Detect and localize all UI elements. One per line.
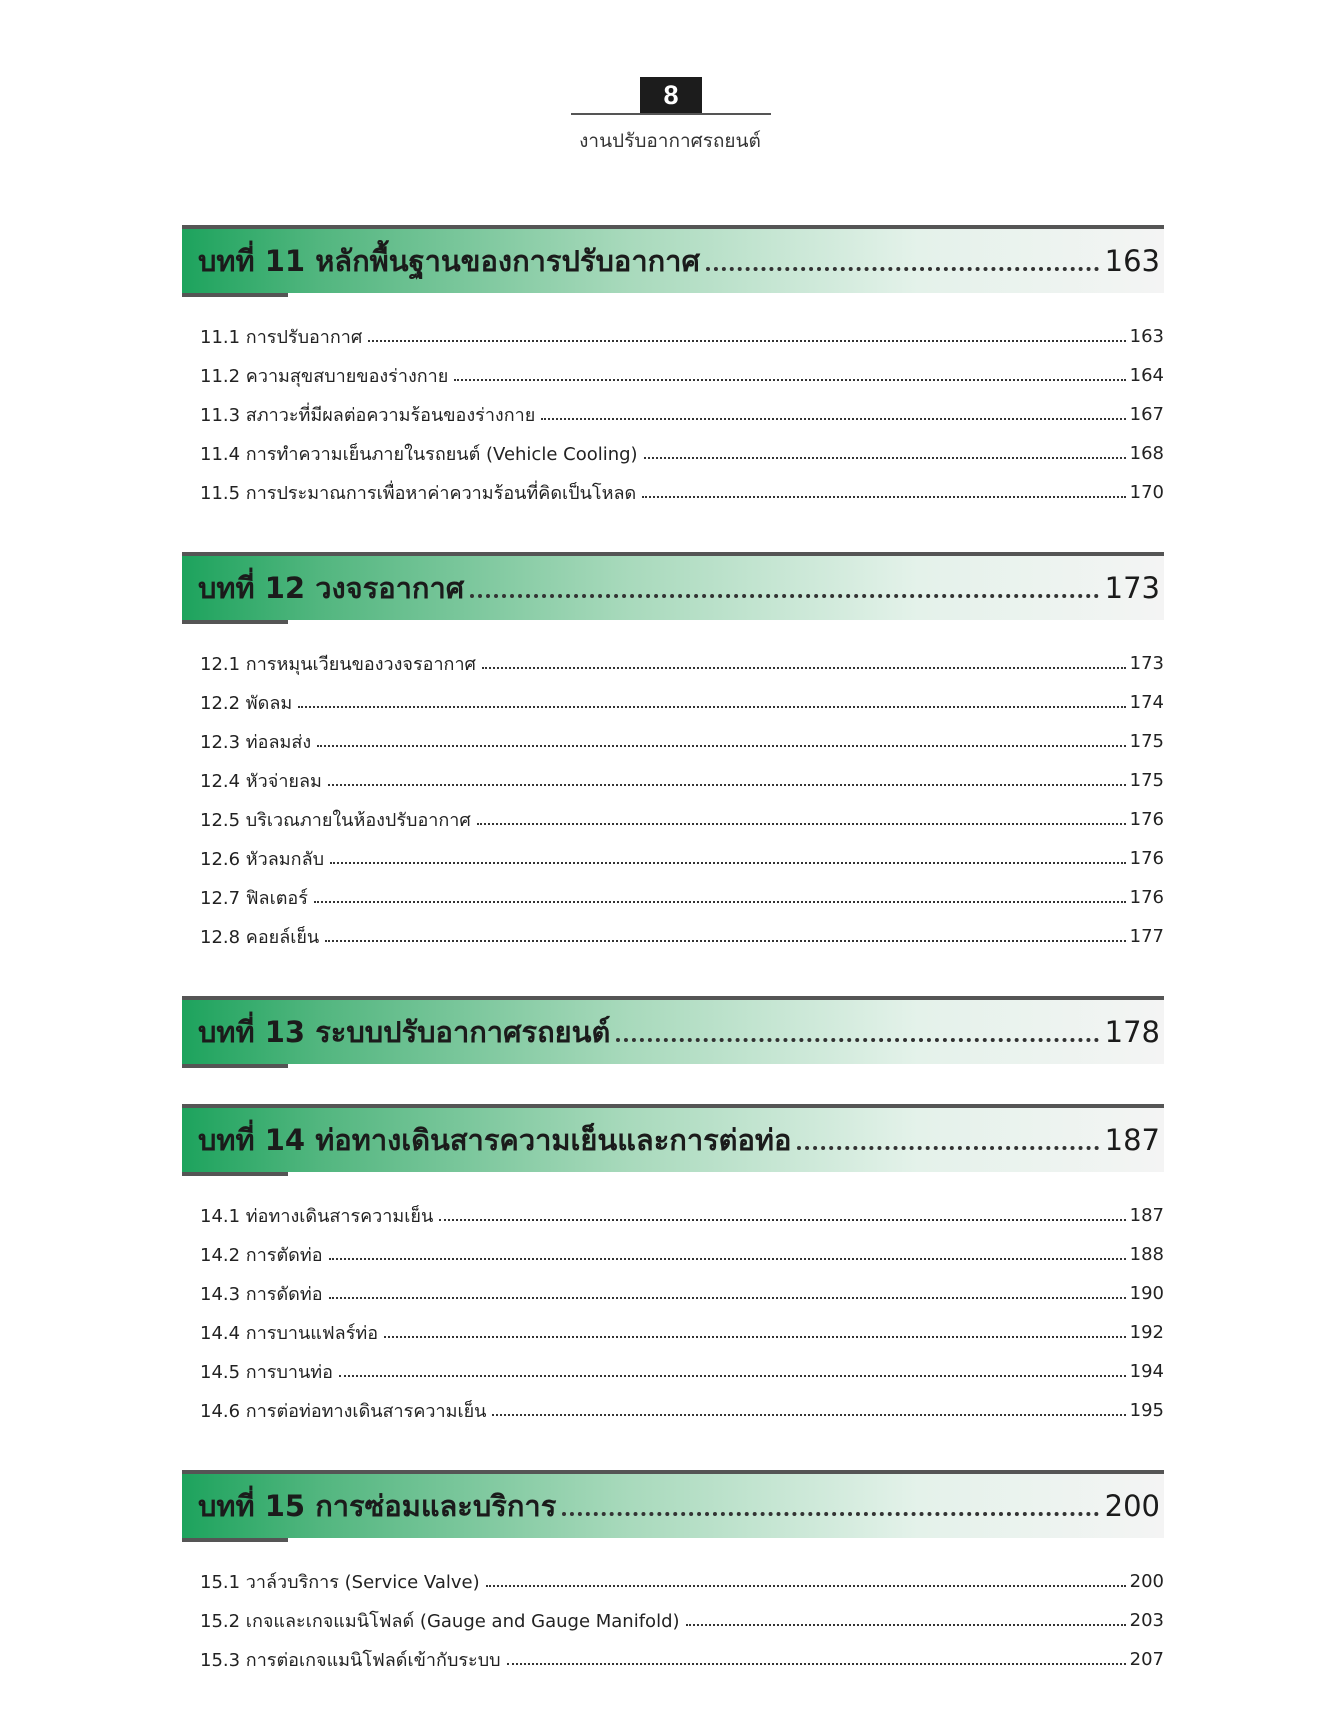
- dot-leader: [325, 940, 1125, 942]
- entry-title: 12.8 คอยล์เย็น: [200, 927, 320, 948]
- toc-entry[interactable]: [182, 1235, 1164, 1274]
- dot-leader: [562, 1512, 1098, 1516]
- entry-title: 14.2 การตัดท่อ: [200, 1245, 323, 1266]
- dot-leader: [706, 267, 1099, 271]
- entry-page-number: 203: [1129, 1610, 1164, 1631]
- dot-leader: [492, 1414, 1125, 1416]
- header-rule: [571, 113, 771, 115]
- entry-title: 14.5 การบานท่อ: [200, 1362, 333, 1383]
- entry-title: 12.5 บริเวณภายในห้องปรับอากาศ: [200, 810, 471, 831]
- chapter-title: บทที่ 13 ระบบปรับอากาศรถยนต์: [198, 1015, 611, 1049]
- entry-title: 14.1 ท่อทางเดินสารความเย็น: [200, 1206, 434, 1227]
- chapter-heading[interactable]: [182, 1470, 1164, 1538]
- entry-title: 15.3 การต่อเกจแมนิโฟลด์เข้ากับระบบ: [200, 1650, 501, 1671]
- section-list: [182, 1196, 1164, 1430]
- toc-entry[interactable]: [182, 644, 1164, 683]
- dot-leader: [797, 1146, 1098, 1150]
- entry-title: 15.2 เกจและเกจแมนิโฟลด์ (Gauge and Gauge Manifold): [200, 1611, 680, 1632]
- toc-entry[interactable]: [182, 434, 1164, 473]
- chapter-title: บทที่ 15 การซ่อมและบริการ: [198, 1489, 557, 1523]
- entry-page-number: 163: [1129, 326, 1164, 347]
- entry-page-number: 177: [1129, 926, 1164, 947]
- entry-title: 12.2 พัดลม: [200, 693, 293, 714]
- chapter-heading[interactable]: [182, 225, 1164, 293]
- chapter-heading[interactable]: [182, 996, 1164, 1064]
- dot-leader: [329, 1297, 1126, 1299]
- toc-entry[interactable]: [182, 839, 1164, 878]
- entry-page-number: 176: [1129, 809, 1164, 830]
- entry-title: 11.1 การปรับอากาศ: [200, 327, 363, 348]
- book-title: งานปรับอากาศรถยนต์: [579, 130, 761, 152]
- entry-title: 12.3 ท่อลมส่ง: [200, 732, 312, 753]
- toc-entry[interactable]: [182, 1313, 1164, 1352]
- toc-entry[interactable]: [182, 1391, 1164, 1430]
- entry-page-number: 187: [1129, 1205, 1164, 1226]
- dot-leader: [477, 823, 1126, 825]
- entry-title: 14.4 การบานแฟลร์ท่อ: [200, 1323, 379, 1344]
- chapter-title: บทที่ 11 หลักพื้นฐานของการปรับอากาศ: [198, 244, 700, 278]
- entry-title: 14.6 การต่อท่อทางเดินสารความเย็น: [200, 1401, 487, 1422]
- entry-title: 11.2 ความสุขสบายของร่างกาย: [200, 366, 449, 387]
- entry-page-number: 188: [1129, 1244, 1164, 1265]
- entry-page-number: 173: [1129, 653, 1164, 674]
- entry-page-number: 195: [1129, 1400, 1164, 1421]
- entry-title: 12.6 หัวลมกลับ: [200, 849, 325, 870]
- entry-page-number: 192: [1129, 1322, 1164, 1343]
- chapter-heading[interactable]: [182, 1104, 1164, 1172]
- dot-leader: [317, 745, 1125, 747]
- dot-leader: [314, 901, 1126, 903]
- entry-title: 12.1 การหมุนเวียนของวงจรอากาศ: [200, 654, 476, 675]
- section-list: [182, 317, 1164, 512]
- entry-page-number: 190: [1129, 1283, 1164, 1304]
- chapter-page-number: 173: [1104, 571, 1160, 605]
- chapter-page-number: 178: [1104, 1015, 1160, 1049]
- toc-entry[interactable]: [182, 1352, 1164, 1391]
- page-header: [0, 0, 1339, 170]
- entry-title: 12.4 หัวจ่ายลม: [200, 771, 322, 792]
- entry-page-number: 164: [1129, 365, 1164, 386]
- toc-entry[interactable]: [182, 1640, 1164, 1679]
- chapter-page-number: 163: [1104, 244, 1160, 278]
- dot-leader: [507, 1663, 1126, 1665]
- toc-entry[interactable]: [182, 356, 1164, 395]
- chapter-title: บทที่ 14 ท่อทางเดินสารความเย็นและการต่อท่อ: [198, 1123, 792, 1157]
- entry-page-number: 175: [1129, 770, 1164, 791]
- toc-entry[interactable]: [182, 1562, 1164, 1601]
- entry-page-number: 170: [1129, 482, 1164, 503]
- entry-title: 11.4 การทำความเย็นภายในรถยนต์ (Vehicle Cooling): [200, 444, 638, 465]
- dot-leader: [339, 1375, 1126, 1377]
- toc-entry[interactable]: [182, 473, 1164, 512]
- dot-leader: [470, 594, 1098, 598]
- section-list: [182, 1562, 1164, 1679]
- dot-leader: [328, 784, 1126, 786]
- entry-title: 11.5 การประมาณการเพื่อหาค่าความร้อนที่คิดเป็นโหลด: [200, 483, 637, 504]
- dot-leader: [686, 1624, 1126, 1626]
- toc-entry[interactable]: [182, 1196, 1164, 1235]
- dot-leader: [642, 496, 1125, 498]
- dot-leader: [644, 457, 1126, 459]
- dot-leader: [329, 1258, 1126, 1260]
- dot-leader: [541, 418, 1125, 420]
- entry-page-number: 167: [1129, 404, 1164, 425]
- dot-leader: [298, 706, 1125, 708]
- entry-title: 12.7 ฟิลเตอร์: [200, 888, 308, 909]
- table-of-contents: [182, 225, 1164, 1679]
- entry-title: 14.3 การดัดท่อ: [200, 1284, 323, 1305]
- toc-entry[interactable]: [182, 1274, 1164, 1313]
- toc-entry[interactable]: [182, 395, 1164, 434]
- entry-page-number: 175: [1129, 731, 1164, 752]
- section-list: [182, 644, 1164, 956]
- toc-entry[interactable]: [182, 1601, 1164, 1640]
- entry-title: 11.3 สภาวะที่มีผลต่อความร้อนของร่างกาย: [200, 405, 536, 426]
- dot-leader: [384, 1336, 1126, 1338]
- chapter-page-number: 187: [1104, 1123, 1160, 1157]
- entry-page-number: 200: [1129, 1571, 1164, 1592]
- dot-leader: [454, 379, 1125, 381]
- toc-entry[interactable]: [182, 683, 1164, 722]
- page-number: 8: [640, 77, 702, 113]
- dot-leader: [330, 862, 1126, 864]
- entry-page-number: 174: [1129, 692, 1164, 713]
- toc-entry[interactable]: [182, 917, 1164, 956]
- entry-page-number: 168: [1129, 443, 1164, 464]
- toc-entry[interactable]: [182, 878, 1164, 917]
- dot-leader: [486, 1585, 1126, 1587]
- dot-leader: [439, 1219, 1125, 1221]
- entry-page-number: 176: [1129, 887, 1164, 908]
- entry-page-number: 176: [1129, 848, 1164, 869]
- toc-entry[interactable]: [182, 800, 1164, 839]
- toc-entry[interactable]: [182, 317, 1164, 356]
- dot-leader: [482, 667, 1126, 669]
- chapter-title: บทที่ 12 วงจรอากาศ: [198, 571, 465, 605]
- toc-entry[interactable]: [182, 761, 1164, 800]
- entry-page-number: 194: [1129, 1361, 1164, 1382]
- chapter-page-number: 200: [1104, 1489, 1160, 1523]
- entry-page-number: 207: [1129, 1649, 1164, 1670]
- entry-title: 15.1 วาล์วบริการ (Service Valve): [200, 1572, 480, 1593]
- dot-leader: [616, 1038, 1098, 1042]
- dot-leader: [368, 340, 1125, 342]
- chapter-heading[interactable]: [182, 552, 1164, 620]
- toc-entry[interactable]: [182, 722, 1164, 761]
